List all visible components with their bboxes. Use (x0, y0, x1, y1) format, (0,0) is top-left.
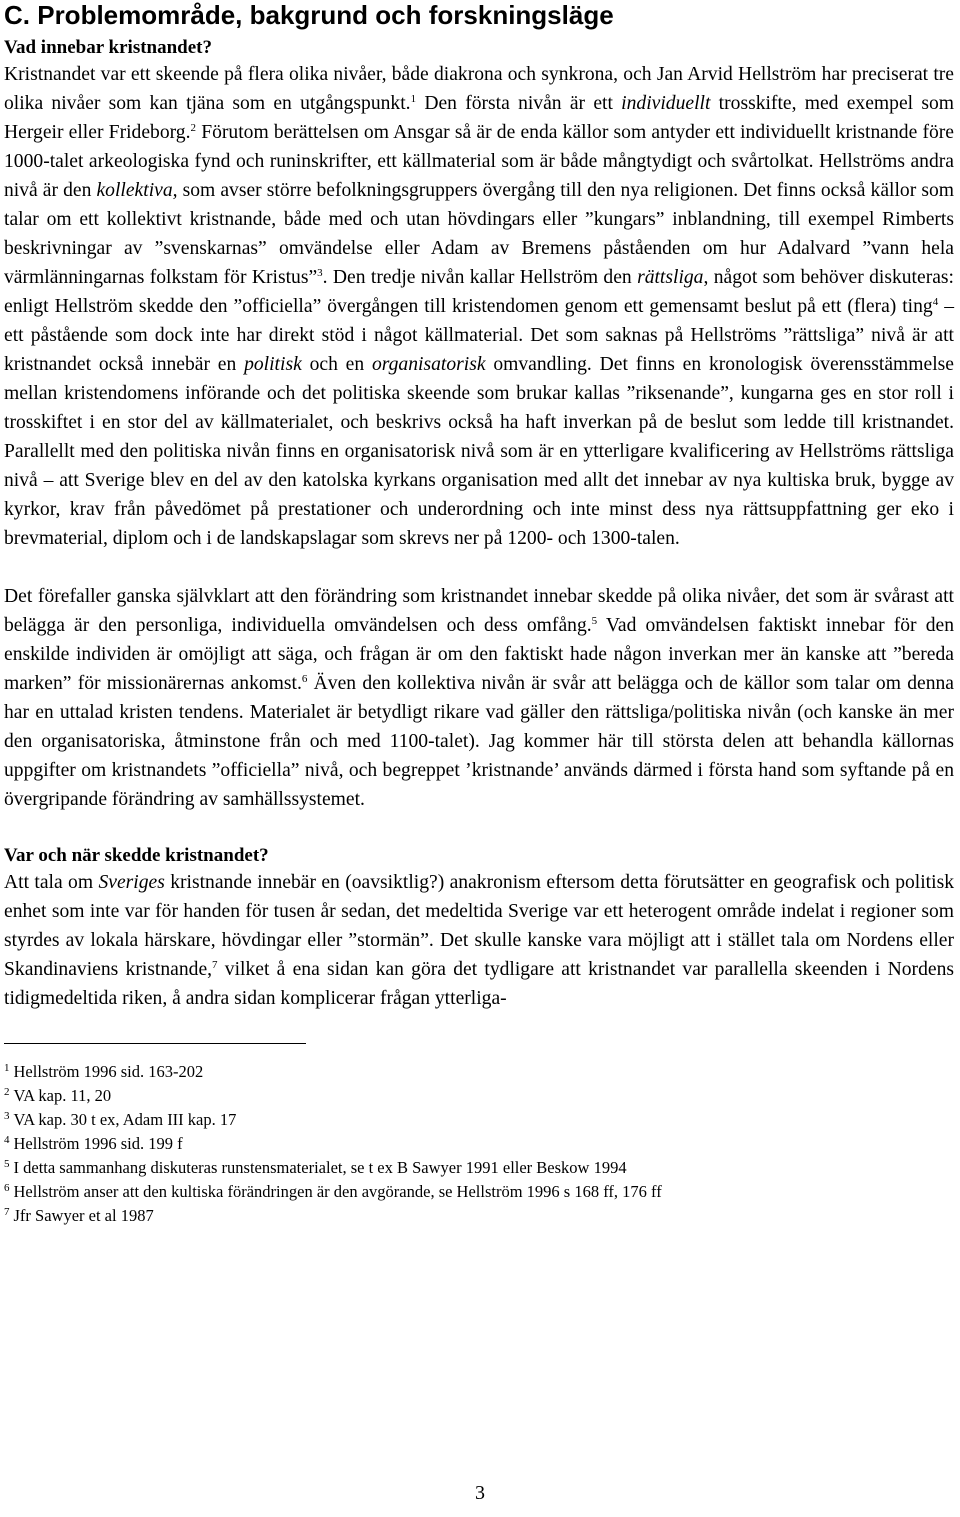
text-run: , något som behöver diskuteras: enligt Hellström skedde den ”officiella” övergången till kristendomen genom ett gemensamt beslut på ett (flera) ting (4, 267, 954, 317)
footnote-number: 5 (4, 1158, 10, 1170)
footnote-text: VA kap. 30 t ex, Adam III kap. 17 (13, 1110, 237, 1129)
footnote-ref: 1 (410, 93, 417, 105)
page-number: 3 (475, 1482, 485, 1504)
document-page (4, 0, 954, 1228)
text-run: Kristnandet var ett skeende på flera olika nivåer, både diakrona och synkrona, och Jan Arvid Hellström har preciserat tre olika nivåer som kan tjäna som en utgångspunkt. (4, 64, 954, 114)
section-title: C. Problemområde, bakgrund och forskningsläge (4, 0, 614, 30)
footnote-ref: 5 (591, 615, 598, 627)
text-run: trosskifte, med exempel som Hergeir eller Frideborg. (4, 93, 955, 143)
footnote-separator (4, 1043, 306, 1044)
footnote-text: VA kap. 11, 20 (13, 1086, 112, 1105)
emphasis: politisk (244, 354, 302, 375)
footnote-item (4, 1084, 954, 1108)
emphasis: rättsliga (637, 267, 704, 288)
paragraph-anachronism (4, 868, 954, 1013)
emphasis: organisatorisk (371, 354, 486, 375)
footnote-text: Hellström 1996 sid. 199 f (13, 1134, 183, 1153)
subheading-what: Vad innebar kristnandet? (4, 37, 213, 58)
text-run: Vad omvändelsen faktiskt innebar för den enskilde individen är omöjligt att säga, och frågan är om den faktiskt hade någon inverkan mer än kanske att ”bereda marken” för missionärernas ankomst. (4, 615, 954, 694)
emphasis: kollektiva, (96, 180, 178, 201)
footnote-ref: 7 (212, 959, 218, 971)
footnotes (4, 1060, 954, 1228)
footnote-item (4, 1156, 954, 1180)
subheading-where-when: Var och när skedde kristnandet? (4, 845, 269, 866)
text-run: – ett påstående som dock inte har direkt stöd i något källmaterial. Det som saknas på Hellströms ”rättsliga” nivå är att kristnandet också innebär en (4, 296, 954, 375)
footnote-item (4, 1132, 954, 1156)
text-run: Det förefaller ganska självklart att den förändring som kristnandet innebar skedde på olika nivåer, det som är svårast att belägga är den personliga, individuella omvändelsen och dess omfång. (4, 586, 954, 636)
footnote-number: 7 (4, 1206, 10, 1218)
footnote-item (4, 1060, 954, 1084)
paragraph-conversion (4, 582, 954, 814)
emphasis: Sveriges (98, 872, 165, 893)
text-run: Den första nivån är ett (416, 93, 622, 114)
footnote-ref: 3 (317, 267, 323, 279)
footnote-text: I detta sammanhang diskuteras runstensmaterialet, se t ex B Sawyer 1991 eller Beskow 1994 (13, 1158, 627, 1177)
footnote-number: 3 (4, 1110, 10, 1122)
footnote-number: 6 (4, 1182, 10, 1194)
footnote-ref: 4 (932, 296, 939, 308)
text-run: Att tala om (4, 872, 99, 893)
footnote-text: Hellström 1996 sid. 163-202 (13, 1062, 204, 1081)
footnote-ref: 2 (190, 122, 196, 134)
footnote-number: 1 (4, 1062, 10, 1074)
text-run: omvandling. Det finns en kronologisk överensstämmelse mellan kristendomens införande och det politiska skeende som brukar kallas ”riksenande”, kungarna ges en stor roll i trosskiftet i en stor del av källmaterialet, och beskrivs också ha haft inverkan på de beslut som ledde till kristnandet. Parallellt med den politiska nivån finns en organisatorisk nivå som är en ytterligare kvalificering av Hellströms rättsliga nivå – att Sverige blev en del av den katolska kyrkans organisation med allt det innebar av nya kultiska bruk, bygge av kyrkor, krav från påvedömet på prestationer och underordning och inte minst dess nya rättsuppfattning ger eko i brevmaterial, diplom och i de landskapslagar som skrevs ner på 1200- och 1300-talen. (4, 354, 954, 549)
text-run: Även den kollektiva nivån är svår att belägga och de källor som talar om denna har en uttalad kristen tendens. Materialet är betydligt rikare vad gäller den rättsliga/politiska nivån (och kanske än mer den organisatoriska, åtminstone från och med 1100-talet). Jag kommer här till största delen att behandla källornas uppgifter om kristnandets ”officiella” nivå, och begreppet ’kristnande’ används därmed i första hand som syftande på en övergripande förändring av samhällssystemet. (4, 673, 954, 810)
footnote-text: Jfr Sawyer et al 1987 (13, 1206, 154, 1225)
text-run: kristnande innebär en (oavsiktlig?) anakronism eftersom detta förutsätter en geografisk och politisk enhet som inte var för handen för tusen år sedan, det medeltida Sverige var ett heterogent område indelat i regioner som styrdes av lokala härskare, hövdingar eller ”stormän”. Det skulle kanske vara möjligt att i stället tala om Nordens eller Skandinaviens kristnande, (4, 872, 954, 980)
footnote-number: 4 (4, 1134, 10, 1146)
emphasis: individuellt (621, 93, 711, 114)
text-run: vilket å ena sidan kan göra det tydligare att kristnandet var parallella skeenden i Nordens tidigmedeltida riken, å andra sidan komplicerar frågan ytterliga- (4, 959, 954, 1009)
text-run: Förutom berättelsen om Ansgar så är de enda källor som antyder ett individuellt kristnande före 1000-talet arkeologiska fynd och runinskrifter, ett källmaterial som är både mångtydigt och svårtolkat. Hellströms andra nivå är den (4, 122, 954, 201)
footnote-ref: 6 (301, 673, 308, 685)
text-run: som avser större befolkningsgruppers övergång till den nya religionen. Det finns också källor som talar om ett kollektivt kristnande, både med och utan hövdingars eller ”kungars” inblandning, till exempel Rimberts beskrivningar av ”svenskarnas” omvändelse eller Adam av Bremens påståenden om hur Adalvard ”vann hela värmlänningarnas folkstam för Kristus” (4, 180, 954, 288)
footnote-item (4, 1204, 954, 1228)
footnote-text: Hellström anser att den kultiska förändringen är den avgörande, se Hellström 1996 s 168 ff, 176 ff (13, 1182, 662, 1201)
text-run: . Den tredje nivån kallar Hellström den (322, 267, 638, 288)
footnote-item (4, 1180, 954, 1204)
paragraph-levels (4, 60, 954, 553)
text-run: och en (301, 354, 372, 375)
footnote-item (4, 1108, 954, 1132)
footnote-number: 2 (4, 1086, 10, 1098)
